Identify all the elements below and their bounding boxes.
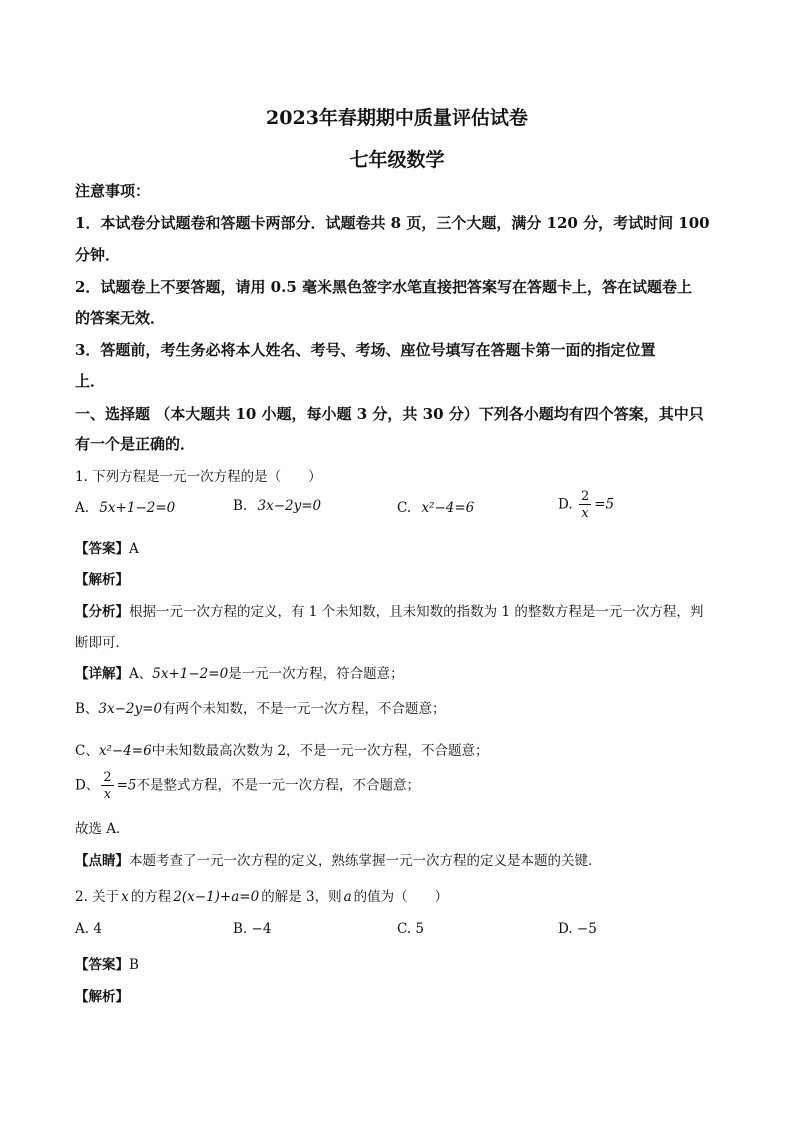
q2-stem-mid: 的方程 (130, 889, 172, 905)
q2-analysis-label: 【解析】 (75, 989, 129, 1005)
q1-detail-d-text: 不是整式方程，不是一元一次方程，不合题意； (136, 777, 421, 794)
exam-title: 2023年春期期中质量评估试卷 (266, 107, 528, 129)
q2-answer-value: B (129, 957, 139, 973)
q1-option-a (75, 500, 175, 516)
q1-detail-c-eq: x²−4=6 (98, 743, 152, 759)
notes-heading: 注意事项： (75, 182, 151, 200)
q2-stem-var-x: x (121, 889, 129, 905)
exam-subtitle: 七年级数学 (349, 149, 445, 171)
q1-option-d-fraction (579, 490, 591, 520)
q2-option-d: D. −5 (558, 921, 597, 937)
q1-fenxi-line-2: 断即可． (75, 635, 129, 651)
q1-conclusion: 故选 A． (75, 821, 130, 837)
q1-detail-b-text: 有两个未知数，不是一元一次方程，不合题意； (162, 701, 446, 717)
q1-option-b (233, 498, 321, 514)
section-heading-line-2: 有一个是正确的． (75, 435, 196, 453)
q2-option-a: A. 4 (75, 921, 102, 937)
q1-detail-c (75, 739, 489, 759)
q2-option-c: C. 5 (397, 921, 425, 937)
q1-option-c-label: C. (397, 500, 412, 516)
q1-fenxi-tag: 【分析】 (75, 604, 129, 620)
q1-analysis-label: 【解析】 (75, 572, 129, 588)
q2-stem (75, 885, 448, 905)
q2-stem-var-a: a (343, 889, 352, 905)
q1-option-d-rest: =5 (594, 496, 615, 513)
q1-detail-a-prefix: A、 (129, 666, 153, 682)
q1-option-b-label: B. (233, 498, 248, 514)
q1-option-c (397, 500, 474, 516)
q1-detail-tag: 【详解】 (75, 666, 129, 682)
q1-option-d-denominator: x (581, 506, 589, 521)
q1-detail-c-text: 中未知数最高次数为 2，不是一元一次方程，不合题意； (151, 743, 489, 759)
note-3-line-1: 3．答题前，考生务必将本人姓名、考号、考场、座位号填写在答题卡第一面的指定位置 (75, 341, 656, 359)
q1-detail-b-eq: 3x−2y=0 (98, 701, 163, 717)
note-2-line-1: 2．试题卷上不要答题，请用 0.5 毫米黑色签字水笔直接把答案写在答题卡上，答在试题卷上 (75, 278, 692, 296)
q1-detail-a-eq: 5x+1−2=0 (152, 666, 229, 682)
note-2-line-2: 的答案无效． (75, 309, 166, 327)
q1-option-c-expr: x²−4=6 (421, 500, 475, 516)
q1-option-a-label: A. (75, 500, 90, 516)
q1-detail-d-prefix: D、 (75, 777, 100, 794)
q1-detail-a-text: 是一元一次方程，符合题意； (228, 666, 404, 682)
q2-stem-equation: 2(x−1)+a=0 (173, 889, 260, 905)
note-1-line-1: 1．本试卷分试题卷和答题卡两部分．试题卷共 8 页，三个大题，满分 120 分，考试时间 100 (75, 214, 710, 232)
q1-dianjing-text: 本题考查了一元一次方程的定义，熟练掌握一元一次方程的定义是本题的关键． (129, 853, 602, 869)
q1-option-d (558, 490, 614, 520)
q1-detail-d-eq-rest: =5 (116, 777, 137, 794)
q2-answer-tag: 【答案】 (75, 957, 129, 973)
q1-analysis-tag (75, 568, 129, 588)
q1-detail-d-numerator: 2 (103, 770, 112, 785)
q1-stem: 1. 下列方程是一元一次方程的是（ ） (75, 469, 322, 485)
q1-detail-d-fraction (101, 771, 113, 801)
q2-stem-post-1: 的解是 3，则 (261, 889, 342, 905)
q1-fenxi-line-1 (75, 600, 703, 620)
q1-detail-b (75, 697, 446, 717)
q1-answer-tag: 【答案】 (75, 541, 129, 557)
q1-answer (75, 537, 139, 557)
q1-answer-value: A (129, 541, 139, 557)
note-1-line-2: 分钟． (75, 246, 121, 264)
note-3-line-2: 上． (75, 372, 106, 390)
q2-option-b: B. −4 (233, 921, 272, 937)
q1-option-d-numerator: 2 (580, 489, 590, 504)
q2-stem-post-2: 的值为（ ） (353, 889, 449, 905)
q2-analysis-tag (75, 985, 129, 1005)
q1-dianjing-tag: 【点睛】 (75, 853, 129, 869)
q2-answer (75, 953, 139, 973)
q1-dianjing (75, 849, 602, 869)
q1-fenxi-text-1: 根据一元一次方程的定义，有 1 个未知数，且未知数的指数为 1 的整数方程是一元一次方程，判 (129, 604, 704, 620)
q1-detail-c-prefix: C、 (75, 743, 99, 759)
q1-option-b-expr: 3x−2y=0 (257, 498, 322, 514)
q1-detail-b-prefix: B、 (75, 701, 99, 717)
q1-option-d-label: D. (558, 496, 573, 513)
q1-option-a-expr: 5x+1−2=0 (99, 500, 176, 516)
q1-detail-d (75, 771, 420, 801)
q2-stem-pre: 2. 关于 (75, 889, 120, 905)
q1-detail-d-denominator: x (103, 787, 112, 802)
section-heading-line-1: 一、选择题 （本大题共 10 小题，每小题 3 分，共 30 分）下列各小题均有四个答案，其中只 (75, 405, 704, 423)
q1-detail-a (75, 662, 404, 682)
